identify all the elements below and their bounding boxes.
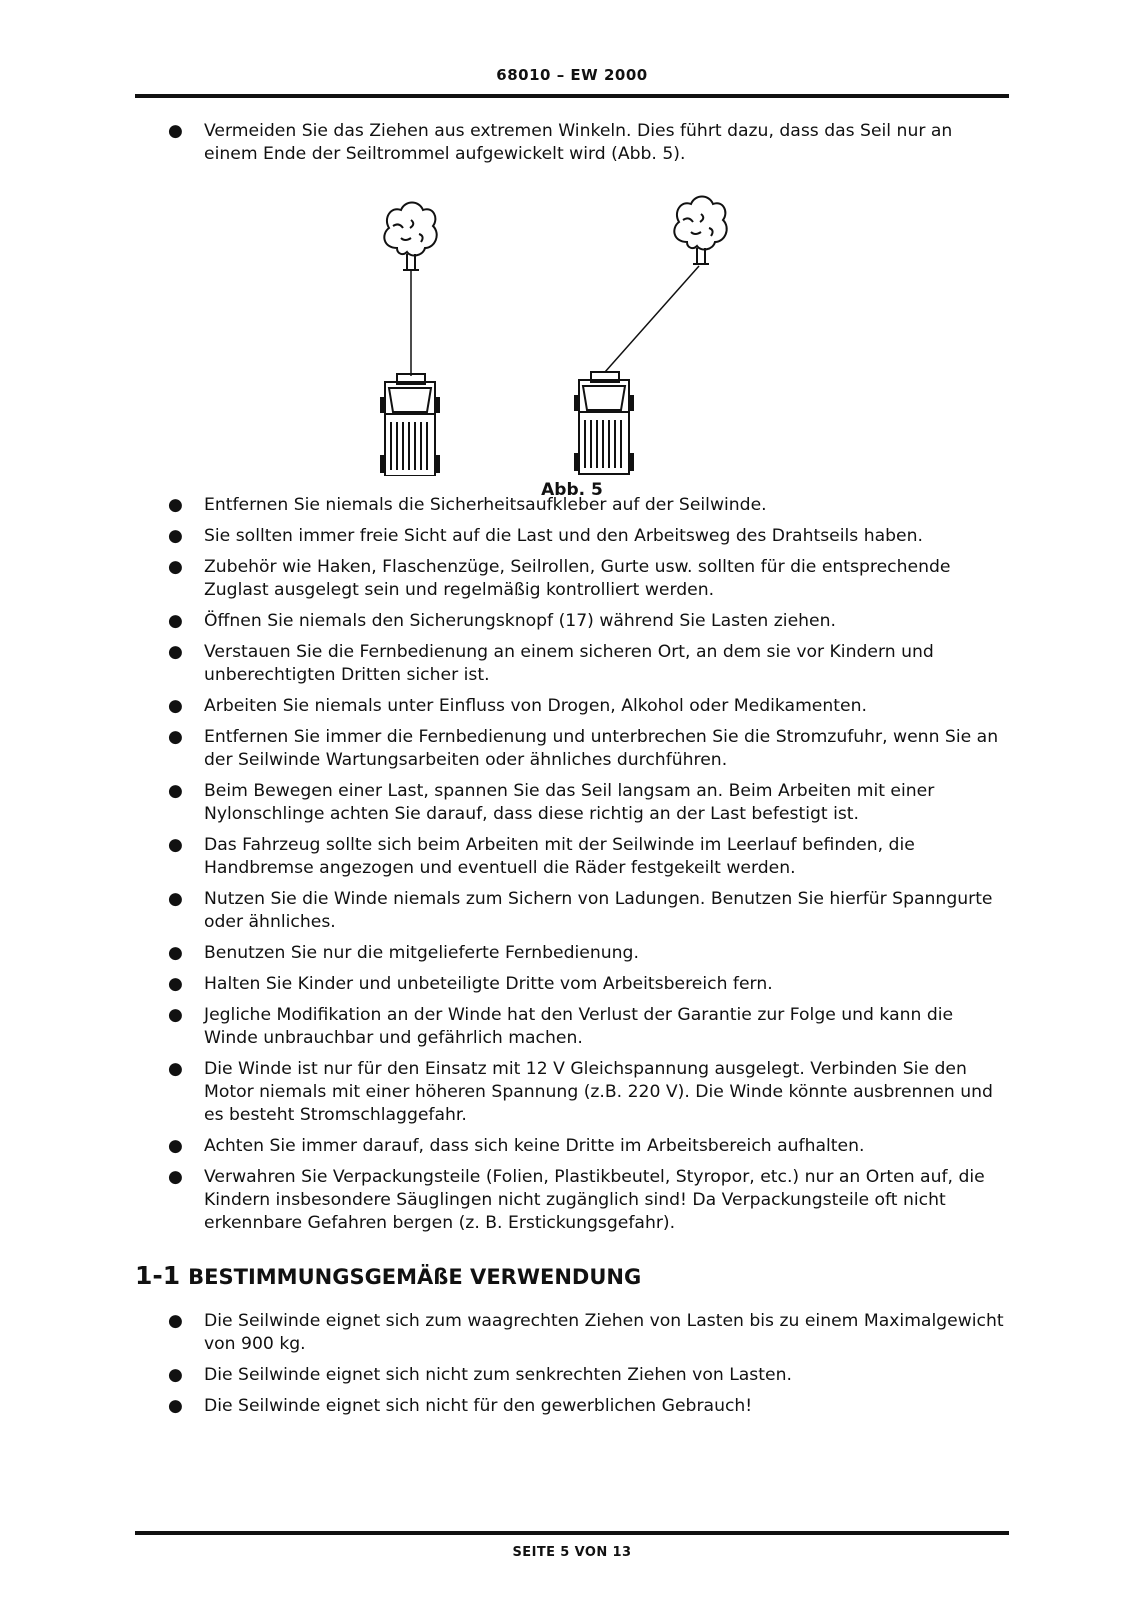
list-item — [135, 942, 1009, 965]
list-item-text: Verstauen Sie die Fernbedienung an einem sicheren Ort, an dem sie vor Kindern und unberechtigten Dritten sicher ist. — [204, 642, 934, 685]
bullet-icon: ● — [168, 1396, 183, 1416]
bullet-icon: ● — [168, 727, 183, 747]
bullet-icon: ● — [168, 974, 183, 994]
list-item — [135, 834, 1009, 880]
tree-icon-left — [384, 203, 436, 271]
list-item-text: Benutzen Sie nur die mitgelieferte Fernbedienung. — [204, 943, 639, 963]
list-item-text: Die Seilwinde eignet sich nicht für den gewerblichen Gebrauch! — [204, 1396, 753, 1416]
list-item — [135, 1004, 1009, 1050]
list-item-text: Zubehör wie Haken, Flaschenzüge, Seilrollen, Gurte usw. sollten für die entsprechende Zuglast ausgelegt sein und regelmäßig kontrolliert werden. — [204, 557, 951, 600]
list-item — [135, 556, 1009, 602]
bullet-icon: ● — [168, 1059, 183, 1079]
bullet-icon: ● — [168, 1005, 183, 1025]
list-item — [135, 120, 1009, 166]
list-item — [135, 610, 1009, 633]
list-item — [135, 641, 1009, 687]
tree-icon-right — [674, 197, 726, 265]
figure-caption: Abb. 5 — [541, 480, 603, 500]
bullet-icon: ● — [168, 642, 183, 662]
list-item — [135, 695, 1009, 718]
list-item — [135, 780, 1009, 826]
list-item-text: Öffnen Sie niemals den Sicherungsknopf (17) während Sie Lasten ziehen. — [204, 611, 836, 631]
list-item-text: Halten Sie Kinder und unbeteiligte Dritte vom Arbeitsbereich fern. — [204, 974, 773, 994]
vehicle-icon-left — [381, 374, 439, 476]
bullet-icon: ● — [168, 121, 183, 141]
bullet-icon: ● — [168, 1136, 183, 1156]
list-item-text: Nutzen Sie die Winde niemals zum Sichern von Ladungen. Benutzen Sie hierfür Spanngurte oder ähnliches. — [204, 889, 993, 932]
list-item — [135, 525, 1009, 548]
bullet-icon: ● — [168, 526, 183, 546]
winch-angle-illustration — [135, 176, 1009, 476]
list-item — [135, 1058, 1009, 1127]
intro-list — [135, 120, 1009, 166]
safety-instructions-list — [135, 494, 1009, 1235]
bullet-icon: ● — [168, 611, 183, 631]
list-item — [135, 1395, 1009, 1418]
bullet-icon: ● — [168, 943, 183, 963]
list-item — [135, 1310, 1009, 1356]
list-item — [135, 1135, 1009, 1158]
bullet-icon: ● — [168, 835, 183, 855]
footer-rule — [135, 1531, 1009, 1535]
section-title: BESTIMMUNGSGEMÄßE VERWENDUNG — [188, 1265, 642, 1289]
list-item-text: Das Fahrzeug sollte sich beim Arbeiten mit der Seilwinde im Leerlauf befinden, die Handbremse angezogen und eventuell die Räder festgekeilt werden. — [204, 835, 915, 878]
list-item-text: Beim Bewegen einer Last, spannen Sie das Seil langsam an. Beim Arbeiten mit einer Nylonschlinge achten Sie darauf, dass diese richtig an der Last befestigt ist. — [204, 781, 935, 824]
section-number: 1-1 — [135, 1261, 181, 1290]
list-item-text: Entfernen Sie immer die Fernbedienung und unterbrechen Sie die Stromzufuhr, wenn Sie an der Seilwinde Wartungsarbeiten oder ähnliches durchführen. — [204, 727, 999, 770]
page-number: SEITE 5 VON 13 — [512, 1545, 632, 1560]
list-item — [135, 494, 1009, 517]
list-item-text: Sie sollten immer freie Sicht auf die Last und den Arbeitsweg des Drahtseils haben. — [204, 526, 923, 546]
bullet-icon: ● — [168, 781, 183, 801]
bullet-icon: ● — [168, 1167, 183, 1187]
document-header: 68010 – EW 2000 — [496, 66, 648, 84]
bullet-icon: ● — [168, 889, 183, 909]
list-item-text: Die Winde ist nur für den Einsatz mit 12 V Gleichspannung ausgelegt. Verbinden Sie den Motor niemals mit einer höheren Spannung (z.B. 220 V). Die Winde könnte ausbrennen und es besteht Stromschlaggefahr. — [204, 1059, 993, 1125]
bullet-icon: ● — [168, 1365, 183, 1385]
list-item — [135, 1166, 1009, 1235]
page-content — [135, 120, 1009, 1426]
section-heading — [135, 1261, 1009, 1290]
list-item-text: Jegliche Modifikation an der Winde hat den Verlust der Garantie zur Folge und kann die Winde unbrauchbar und gefährlich machen. — [204, 1005, 954, 1048]
bullet-icon: ● — [168, 495, 183, 515]
figure-5 — [135, 176, 1009, 500]
list-item — [135, 1364, 1009, 1387]
vehicle-icon-right — [575, 372, 633, 474]
list-item — [135, 726, 1009, 772]
list-item — [135, 973, 1009, 996]
list-item-text: Die Seilwinde eignet sich nicht zum senkrechten Ziehen von Lasten. — [204, 1365, 792, 1385]
list-item-text: Die Seilwinde eignet sich zum waagrechten Ziehen von Lasten bis zu einem Maximalgewicht von 900 kg. — [204, 1311, 1004, 1354]
list-item — [135, 888, 1009, 934]
list-item-text: Vermeiden Sie das Ziehen aus extremen Winkeln. Dies führt dazu, dass das Seil nur an einem Ende der Seiltrommel aufgewickelt wird (Abb. 5). — [204, 121, 953, 164]
intended-use-list — [135, 1310, 1009, 1418]
list-item-text: Achten Sie immer darauf, dass sich keine Dritte im Arbeitsbereich aufhalten. — [204, 1136, 865, 1156]
list-item-text: Entfernen Sie niemals die Sicherheitsaufkleber auf der Seilwinde. — [204, 495, 767, 515]
header-rule — [135, 94, 1009, 98]
bullet-icon: ● — [168, 696, 183, 716]
bullet-icon: ● — [168, 557, 183, 577]
list-item-text: Arbeiten Sie niemals unter Einfluss von Drogen, Alkohol oder Medikamenten. — [204, 696, 867, 716]
bullet-icon: ● — [168, 1311, 183, 1331]
list-item-text: Verwahren Sie Verpackungsteile (Folien, Plastikbeutel, Styropor, etc.) nur an Orten auf, die Kindern insbesondere Säuglingen nicht zugänglich sind! Da Verpackungsteile oft nicht erkennbare Gefahren bergen (z. B. Erstickungsgefahr). — [204, 1167, 985, 1233]
